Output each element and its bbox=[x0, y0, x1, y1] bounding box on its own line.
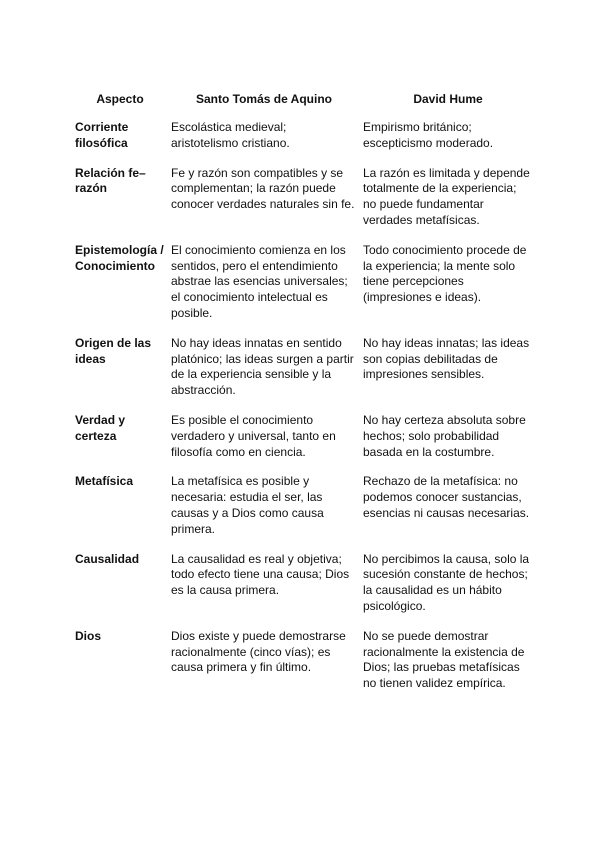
aquino-cell: La causalidad es real y objetiva; todo efecto tiene una causa; Dios es la causa primera. bbox=[171, 551, 350, 598]
hume-cell: Rechazo de la metafísica: no podemos conocer sustancias, esencias ni causas necesarias. bbox=[363, 474, 530, 520]
hume-cell: No hay ideas innatas; las ideas son copias debilitadas de impresiones sensibles. bbox=[363, 335, 530, 382]
comparison-table bbox=[72, 86, 536, 706]
header-aquino: Santo Tomás de Aquino bbox=[195, 92, 332, 106]
aspect-cell: Origen de las ideas bbox=[75, 335, 152, 366]
aquino-cell: Fe y razón son compatibles y se complementan; la razón puede conocer verdades naturales sin fe. bbox=[171, 165, 355, 212]
aquino-cell: El conocimiento comienza en los sentidos, pero el entendimiento abstrae las esencias universales; el conocimiento intelectual es posible. bbox=[171, 242, 348, 320]
aspect-cell: Verdad y certeza bbox=[75, 412, 126, 443]
aquino-cell: La metafísica es posible y necesaria: estudia el ser, las causas y a Dios como causa primera. bbox=[171, 474, 324, 536]
aspect-cell: Metafísica bbox=[75, 474, 134, 489]
aquino-cell: Es posible el conocimiento verdadero y universal, tanto en filosofía como en ciencia. bbox=[171, 412, 336, 459]
table-row bbox=[72, 336, 536, 413]
hume-cell: No percibimos la causa, solo la sucesión constante de hechos; la causalidad es un hábito psicológico. bbox=[363, 551, 530, 613]
table-row bbox=[72, 474, 536, 551]
table-row bbox=[72, 243, 536, 336]
hume-cell: No hay certeza absoluta sobre hechos; solo probabilidad basada en la costumbre. bbox=[363, 412, 526, 459]
table-row bbox=[72, 166, 536, 243]
table-row bbox=[72, 120, 536, 166]
table-row bbox=[72, 413, 536, 474]
aspect-cell: Dios bbox=[75, 628, 102, 643]
aquino-cell: Dios existe y puede demostrarse racionalmente (cinco vías); es causa primera y fin último. bbox=[171, 628, 346, 675]
hume-cell: La razón es limitada y depende totalmente de la experiencia; no puede fundamentar verdades metafísicas. bbox=[363, 165, 530, 227]
aquino-cell: Escolástica medieval; aristotelismo cristiano. bbox=[171, 120, 290, 150]
hume-cell: No se puede demostrar racionalmente la existencia de Dios; las pruebas metafísicas no tienen validez empírica. bbox=[363, 628, 525, 691]
table-row bbox=[72, 629, 536, 706]
table-row bbox=[72, 552, 536, 629]
aspect-cell: Causalidad bbox=[75, 551, 140, 566]
aspect-cell: Corriente filosófica bbox=[75, 120, 129, 150]
header-hume: David Hume bbox=[413, 92, 483, 106]
aspect-cell: Relación fe–razón bbox=[75, 165, 146, 196]
hume-cell: Empirismo británico; escepticismo moderado. bbox=[363, 120, 494, 150]
aspect-cell: Epistemología / Conocimiento bbox=[75, 242, 164, 273]
hume-cell: Todo conocimiento procede de la experiencia; la mente solo tiene percepciones (impresiones e ideas). bbox=[363, 242, 527, 305]
aquino-cell: No hay ideas innatas en sentido platónico; las ideas surgen a partir de la experiencia sensible y la abstracción. bbox=[171, 335, 354, 398]
header-aspect: Aspecto bbox=[96, 92, 144, 106]
table-header-row bbox=[72, 86, 536, 120]
